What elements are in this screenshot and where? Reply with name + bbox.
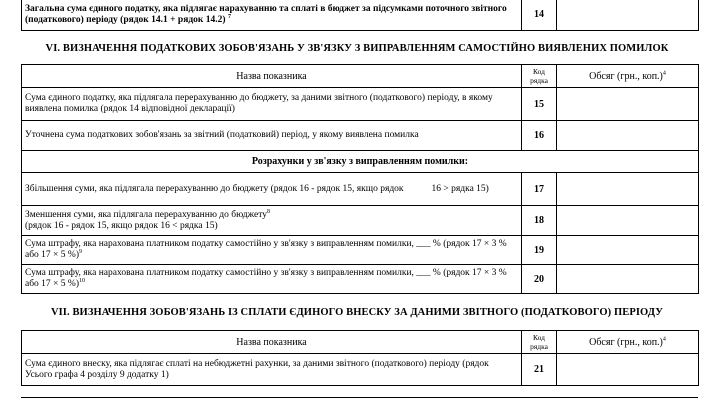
row-17-label <box>22 173 522 206</box>
row-17-code: 17 <box>522 173 557 206</box>
row-15-label: Сума єдиного податку, яка підлягала перерахуванню до бюджету, за даними звітного (податкового) періоду, в якому виявлена помилка (рядок 14 відповідної декларації) <box>22 88 522 121</box>
row-17-text: Збільшення суми, яка підлягала перерахуванню до бюджету (рядок 16 - рядок 15, якщо рядок <box>25 183 404 194</box>
col-code-header: Код рядка <box>522 331 557 354</box>
col-amount-header <box>557 331 699 354</box>
table-row <box>22 0 699 31</box>
table-row <box>22 265 699 294</box>
col-name-header: Назва показника <box>22 331 522 354</box>
footnote-mark: 10 <box>79 277 85 284</box>
col-amount-label: Обсяг (грн., коп.) <box>589 70 663 82</box>
row-15-amount-cell[interactable] <box>557 88 699 121</box>
table-header-row <box>22 331 699 354</box>
row-15-code: 15 <box>522 88 557 121</box>
section7-title: VII. ВИЗНАЧЕННЯ ЗОБОВ'ЯЗАНЬ ІЗ СПЛАТИ ЄДИНОГО ВНЕСКУ ЗА ДАНИМИ ЗВІТНОГО (ПОДАТКОВОГО) ПЕРІОДУ <box>50 307 664 318</box>
section7-table <box>21 330 699 386</box>
row-14-code: 14 <box>522 0 557 31</box>
row-19-code: 19 <box>522 236 557 265</box>
row-19-text: Сума штрафу, яка нарахована платником податку самостійно у зв'язку з виправленням помилки, ___ % (рядок 17 × 3 % або 17 × 5 %) <box>25 239 507 260</box>
row-20-label <box>22 265 522 294</box>
table-row <box>22 151 699 173</box>
table-row <box>22 236 699 265</box>
row-18-text-cont: (рядок 16 - рядок 15, якщо рядок 16 < рядка 15) <box>25 220 218 231</box>
row-19-label <box>22 236 522 265</box>
footnote-mark: 7 <box>227 13 231 20</box>
row-18-text: Зменшення суми, яка підлягала перерахуванню до бюджету <box>25 209 267 220</box>
row-16-amount-cell[interactable] <box>557 121 699 151</box>
calc-subheader: Розрахунки у зв'язку з виправленням помилки: <box>22 151 699 173</box>
row-20-amount-cell[interactable] <box>557 265 699 294</box>
next-table-edge <box>21 397 698 398</box>
section6-title: VI. ВИЗНАЧЕННЯ ПОДАТКОВИХ ЗОБОВ'ЯЗАНЬ У ЗВ'ЯЗКУ З ВИПРАВЛЕННЯМ САМОСТІЙНО ВИЯВЛЕНИХ ПОМИЛОК <box>45 43 669 54</box>
table-row <box>22 88 699 121</box>
section6-table <box>21 64 699 294</box>
row-18-code: 18 <box>522 206 557 236</box>
row-17-amount-cell[interactable] <box>557 173 699 206</box>
table-row <box>22 354 699 386</box>
row-20-code: 20 <box>522 265 557 294</box>
row-19-amount-cell[interactable] <box>557 236 699 265</box>
col-amount-label: Обсяг (грн., коп.) <box>589 336 663 348</box>
row-17-text-cont: 16 > рядка 15) <box>431 183 489 194</box>
row-16-label: Уточнена сума податкових зобов'язань за звітний (податковий) період, у якому виявлена помилка <box>22 121 522 151</box>
row-16-code: 16 <box>522 121 557 151</box>
row-14-label <box>22 0 522 31</box>
row-20-text: Сума штрафу, яка нарахована платником податку самостійно у зв'язку з виправленням помилки, ___ % (рядок 17 × 3 % або 17 × 5 %) <box>25 268 507 289</box>
row-18-label <box>22 206 522 236</box>
table-row <box>22 121 699 151</box>
table-header-row <box>22 65 699 88</box>
footnote-mark: 4 <box>662 70 666 77</box>
footnote-mark: 8 <box>266 208 270 215</box>
row-14-amount-cell[interactable] <box>557 0 699 31</box>
footnote-mark: 4 <box>662 336 666 343</box>
row-14-text: Загальна сума єдиного податку, яка підлягає нарахуванню та сплаті в бюджет за підсумками поточного звітного (податкового) періоду (рядок 14.1 + рядок 14.2) <box>25 3 507 25</box>
table-row <box>22 173 699 206</box>
col-code-header: Код рядка <box>522 65 557 88</box>
row-21-code: 21 <box>522 354 557 386</box>
row-21-amount-cell[interactable] <box>557 354 699 386</box>
row-18-amount-cell[interactable] <box>557 206 699 236</box>
row-21-label: Сума єдиного внеску, яка підлягає сплаті на небюджетні рахунки, за даними звітного (податкового) періоду (рядок Усього графа 4 розділу 9 додатку 1) <box>22 354 522 386</box>
col-amount-header <box>557 65 699 88</box>
footnote-mark: 9 <box>79 248 82 255</box>
col-name-header: Назва показника <box>22 65 522 88</box>
table-row <box>22 206 699 236</box>
section5-table <box>21 0 699 31</box>
